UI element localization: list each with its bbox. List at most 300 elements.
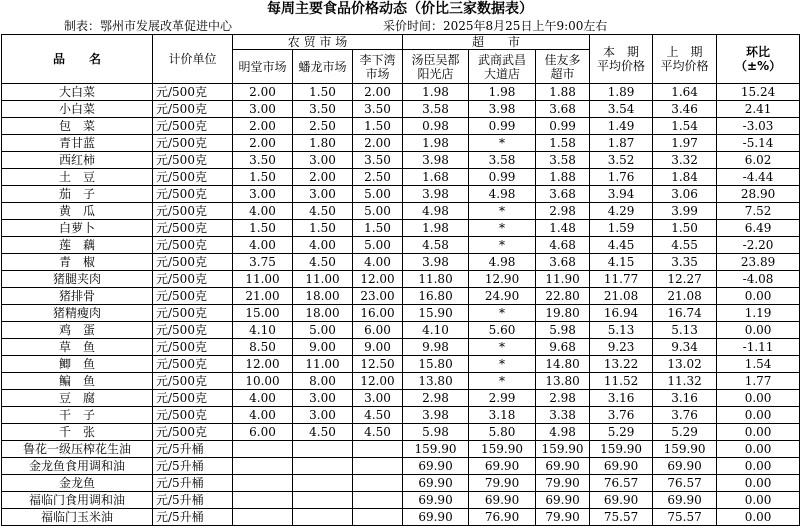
price-cell: 3.98 bbox=[403, 152, 469, 169]
price-cell: 79.90 bbox=[469, 475, 536, 492]
table-row bbox=[2, 101, 800, 118]
price-cell: 3.00 bbox=[353, 390, 403, 407]
col-header-store-5: 佳友多 超市 bbox=[536, 50, 590, 84]
price-cell: 3.00 bbox=[293, 152, 353, 169]
unit-cell: 元/500克 bbox=[153, 186, 233, 203]
price-cell: * bbox=[469, 237, 536, 254]
price-cell: 18.00 bbox=[293, 288, 353, 305]
price-cell: * bbox=[469, 135, 536, 152]
price-cell bbox=[233, 441, 293, 458]
unit-cell: 元/5升桶 bbox=[153, 458, 233, 475]
price-cell: 5.00 bbox=[353, 186, 403, 203]
price-cell: 3.00 bbox=[293, 407, 353, 424]
price-cell: 75.57 bbox=[653, 509, 717, 526]
price-cell: 4.10 bbox=[403, 322, 469, 339]
table-row bbox=[2, 322, 800, 339]
price-cell: 3.50 bbox=[353, 152, 403, 169]
price-cell: 69.90 bbox=[469, 458, 536, 475]
price-cell: 69.90 bbox=[403, 475, 469, 492]
product-name: 大白菜 bbox=[2, 84, 153, 101]
price-cell: 69.90 bbox=[536, 492, 590, 509]
price-cell: 1.89 bbox=[590, 84, 653, 101]
unit-cell: 元/500克 bbox=[153, 135, 233, 152]
price-cell: 24.90 bbox=[469, 288, 536, 305]
price-cell: 1.50 bbox=[293, 220, 353, 237]
price-cell: 159.90 bbox=[403, 441, 469, 458]
product-name: 草 鱼 bbox=[2, 339, 153, 356]
price-cell bbox=[353, 441, 403, 458]
price-cell: 3.68 bbox=[536, 186, 590, 203]
price-cell: 4.00 bbox=[353, 254, 403, 271]
price-cell: 1.98 bbox=[403, 84, 469, 101]
unit-cell: 元/500克 bbox=[153, 424, 233, 441]
price-cell: 5.29 bbox=[653, 424, 717, 441]
product-name: 福临门食用调和油 bbox=[2, 492, 153, 509]
table-row bbox=[2, 339, 800, 356]
unit-cell: 元/500克 bbox=[153, 339, 233, 356]
price-cell: 69.90 bbox=[536, 458, 590, 475]
price-cell: -1.11 bbox=[717, 339, 800, 356]
product-name: 西红柿 bbox=[2, 152, 153, 169]
price-cell: 3.98 bbox=[403, 407, 469, 424]
report-title: 每周主要食品价格动态（价比三家数据表） bbox=[267, 1, 533, 17]
table-row bbox=[2, 203, 800, 220]
price-cell: 3.16 bbox=[653, 390, 717, 407]
col-header-product: 品 名 bbox=[2, 35, 153, 84]
product-name: 鳊 鱼 bbox=[2, 373, 153, 390]
price-cell: 69.90 bbox=[403, 458, 469, 475]
price-cell: 3.68 bbox=[536, 254, 590, 271]
price-cell: 3.00 bbox=[293, 186, 353, 203]
price-cell: 11.00 bbox=[293, 356, 353, 373]
price-cell: 3.16 bbox=[590, 390, 653, 407]
unit-cell: 元/500克 bbox=[153, 84, 233, 101]
col-header-last-avg: 上 期 平均价格 bbox=[653, 35, 717, 84]
unit-cell: 元/5升桶 bbox=[153, 441, 233, 458]
table-row bbox=[2, 492, 800, 509]
price-cell: 2.98 bbox=[536, 203, 590, 220]
price-cell: * bbox=[469, 339, 536, 356]
price-cell: 5.29 bbox=[590, 424, 653, 441]
price-cell bbox=[293, 509, 353, 526]
price-cell: 1.58 bbox=[536, 135, 590, 152]
price-cell: 79.90 bbox=[536, 475, 590, 492]
price-cell: 28.90 bbox=[717, 186, 800, 203]
price-cell: 69.90 bbox=[469, 492, 536, 509]
unit-cell: 元/5升桶 bbox=[153, 475, 233, 492]
price-cell: 9.00 bbox=[353, 339, 403, 356]
product-name: 土 豆 bbox=[2, 169, 153, 186]
price-cell: 5.80 bbox=[469, 424, 536, 441]
price-cell: 3.99 bbox=[653, 203, 717, 220]
price-cell: 3.52 bbox=[590, 152, 653, 169]
price-cell: 15.24 bbox=[717, 84, 800, 101]
unit-cell: 元/500克 bbox=[153, 152, 233, 169]
unit-cell: 元/500克 bbox=[153, 271, 233, 288]
price-cell: 13.80 bbox=[403, 373, 469, 390]
price-cell: 9.98 bbox=[403, 339, 469, 356]
price-cell: 69.90 bbox=[653, 458, 717, 475]
collect-time-label: 采价时间：2025年8月25日上午9:00左右 bbox=[383, 19, 608, 33]
price-cell bbox=[353, 492, 403, 509]
price-cell: 1.80 bbox=[293, 135, 353, 152]
table-row bbox=[2, 390, 800, 407]
unit-cell: 元/500克 bbox=[153, 356, 233, 373]
table-row bbox=[2, 424, 800, 441]
table-row bbox=[2, 407, 800, 424]
price-cell: 13.02 bbox=[653, 356, 717, 373]
product-name: 猪精瘦肉 bbox=[2, 305, 153, 322]
price-cell: 0.99 bbox=[536, 118, 590, 135]
price-cell: 3.32 bbox=[653, 152, 717, 169]
price-cell: 13.22 bbox=[590, 356, 653, 373]
price-cell: 3.98 bbox=[469, 101, 536, 118]
price-cell: 4.00 bbox=[233, 237, 293, 254]
product-name: 青甘蓝 bbox=[2, 135, 153, 152]
price-cell: 1.98 bbox=[469, 84, 536, 101]
price-cell: 4.55 bbox=[653, 237, 717, 254]
price-cell: 1.48 bbox=[536, 220, 590, 237]
table-row bbox=[2, 254, 800, 271]
table-row bbox=[2, 475, 800, 492]
price-cell: 1.76 bbox=[590, 169, 653, 186]
table-row bbox=[2, 356, 800, 373]
price-cell: 79.90 bbox=[536, 509, 590, 526]
price-cell: * bbox=[469, 356, 536, 373]
price-cell: 1.50 bbox=[293, 84, 353, 101]
price-cell: 1.68 bbox=[403, 169, 469, 186]
price-cell: 3.58 bbox=[403, 101, 469, 118]
price-cell: 4.45 bbox=[590, 237, 653, 254]
price-cell: 0.00 bbox=[717, 407, 800, 424]
price-cell: 11.00 bbox=[293, 271, 353, 288]
price-cell bbox=[293, 492, 353, 509]
price-cell: 2.98 bbox=[403, 390, 469, 407]
price-cell: 5.13 bbox=[590, 322, 653, 339]
table-row bbox=[2, 458, 800, 475]
price-cell: 8.50 bbox=[233, 339, 293, 356]
product-name: 千 张 bbox=[2, 424, 153, 441]
price-cell: 3.00 bbox=[233, 101, 293, 118]
price-cell: 16.00 bbox=[353, 305, 403, 322]
price-cell: 2.00 bbox=[233, 118, 293, 135]
price-cell: 22.80 bbox=[536, 288, 590, 305]
price-cell: 69.90 bbox=[403, 509, 469, 526]
price-cell: 1.98 bbox=[403, 135, 469, 152]
price-cell: 5.00 bbox=[293, 322, 353, 339]
product-name: 白萝卜 bbox=[2, 220, 153, 237]
price-cell: 4.58 bbox=[403, 237, 469, 254]
price-cell: 76.57 bbox=[590, 475, 653, 492]
product-name: 豆 腐 bbox=[2, 390, 153, 407]
price-cell: 3.06 bbox=[653, 186, 717, 203]
price-cell: 1.59 bbox=[590, 220, 653, 237]
price-cell: 3.75 bbox=[233, 254, 293, 271]
col-header-store-1: 蟠龙市场 bbox=[293, 50, 353, 84]
price-cell: 11.32 bbox=[653, 373, 717, 390]
product-name: 金龙鱼食用调和油 bbox=[2, 458, 153, 475]
price-cell: 21.08 bbox=[653, 288, 717, 305]
product-name: 鲫 鱼 bbox=[2, 356, 153, 373]
price-cell bbox=[233, 509, 293, 526]
report-meta bbox=[0, 18, 800, 34]
price-cell: 0.98 bbox=[403, 118, 469, 135]
price-cell: 69.90 bbox=[403, 492, 469, 509]
price-cell: 5.98 bbox=[536, 322, 590, 339]
table-row bbox=[2, 305, 800, 322]
price-cell: 11.00 bbox=[233, 271, 293, 288]
table-row bbox=[2, 186, 800, 203]
price-cell: 3.35 bbox=[653, 254, 717, 271]
price-cell: 3.98 bbox=[403, 186, 469, 203]
unit-cell: 元/500克 bbox=[153, 322, 233, 339]
price-cell: 2.99 bbox=[469, 390, 536, 407]
price-cell: 0.99 bbox=[469, 118, 536, 135]
product-name: 福临门玉米油 bbox=[2, 509, 153, 526]
price-cell: 0.00 bbox=[717, 458, 800, 475]
col-header-store-3: 汤臣吴都 阳光店 bbox=[403, 50, 469, 84]
unit-cell: 元/5升桶 bbox=[153, 492, 233, 509]
price-cell: 3.50 bbox=[233, 152, 293, 169]
unit-cell: 元/500克 bbox=[153, 288, 233, 305]
price-cell: 3.38 bbox=[536, 407, 590, 424]
price-cell: 18.00 bbox=[293, 305, 353, 322]
price-cell: 3.58 bbox=[469, 152, 536, 169]
price-cell: 16.80 bbox=[403, 288, 469, 305]
price-cell: 9.23 bbox=[590, 339, 653, 356]
price-cell: 15.00 bbox=[233, 305, 293, 322]
price-cell: 4.50 bbox=[353, 407, 403, 424]
price-cell: 1.49 bbox=[590, 118, 653, 135]
product-name: 干 子 bbox=[2, 407, 153, 424]
price-cell: 11.90 bbox=[536, 271, 590, 288]
price-cell: 12.50 bbox=[353, 356, 403, 373]
price-cell: 3.68 bbox=[536, 101, 590, 118]
price-cell: 2.00 bbox=[353, 84, 403, 101]
compiler-label: 制表：鄂州市发展改革促进中心 bbox=[64, 19, 233, 33]
product-name: 黄 瓜 bbox=[2, 203, 153, 220]
table-row bbox=[2, 152, 800, 169]
price-cell: 3.76 bbox=[590, 407, 653, 424]
col-header-unit: 计价单位 bbox=[153, 35, 233, 84]
price-cell: 16.74 bbox=[653, 305, 717, 322]
price-cell: 4.10 bbox=[233, 322, 293, 339]
price-cell: 0.00 bbox=[717, 424, 800, 441]
product-name: 莲 藕 bbox=[2, 237, 153, 254]
col-group-market: 农 贸 市 场 bbox=[233, 35, 403, 50]
table-row bbox=[2, 135, 800, 152]
product-name: 金龙鱼 bbox=[2, 475, 153, 492]
unit-cell: 元/500克 bbox=[153, 373, 233, 390]
price-cell: 0.99 bbox=[469, 169, 536, 186]
price-cell: 1.64 bbox=[653, 84, 717, 101]
price-cell: -2.20 bbox=[717, 237, 800, 254]
price-cell: 3.94 bbox=[590, 186, 653, 203]
price-cell: 1.84 bbox=[653, 169, 717, 186]
unit-cell: 元/500克 bbox=[153, 169, 233, 186]
price-cell: 6.00 bbox=[233, 424, 293, 441]
price-cell: 0.00 bbox=[717, 492, 800, 509]
table-row bbox=[2, 271, 800, 288]
table-row bbox=[2, 220, 800, 237]
price-cell: 2.00 bbox=[233, 135, 293, 152]
table-row bbox=[2, 373, 800, 390]
price-cell: 3.46 bbox=[653, 101, 717, 118]
product-name: 包 菜 bbox=[2, 118, 153, 135]
price-cell: 69.90 bbox=[590, 492, 653, 509]
price-cell: 3.50 bbox=[353, 101, 403, 118]
price-cell: 6.00 bbox=[353, 322, 403, 339]
price-cell: * bbox=[469, 220, 536, 237]
price-cell: 4.68 bbox=[536, 237, 590, 254]
price-cell: 1.50 bbox=[233, 169, 293, 186]
price-cell bbox=[353, 509, 403, 526]
price-cell: 4.50 bbox=[293, 203, 353, 220]
col-group-supermarket: 超 市 bbox=[403, 35, 590, 50]
price-cell: 4.00 bbox=[233, 203, 293, 220]
price-cell: 0.00 bbox=[717, 441, 800, 458]
price-cell bbox=[233, 475, 293, 492]
product-name: 青 椒 bbox=[2, 254, 153, 271]
price-cell bbox=[293, 475, 353, 492]
table-row bbox=[2, 509, 800, 526]
unit-cell: 元/500克 bbox=[153, 390, 233, 407]
price-cell: 4.98 bbox=[403, 203, 469, 220]
price-cell: 12.00 bbox=[353, 271, 403, 288]
price-cell: 4.15 bbox=[590, 254, 653, 271]
price-cell: 21.08 bbox=[590, 288, 653, 305]
col-header-this-avg: 本 期 平均价格 bbox=[590, 35, 653, 84]
price-cell: 19.80 bbox=[536, 305, 590, 322]
price-cell: 1.54 bbox=[653, 118, 717, 135]
price-cell: 4.29 bbox=[590, 203, 653, 220]
price-cell bbox=[353, 475, 403, 492]
table-row bbox=[2, 441, 800, 458]
price-cell: 9.34 bbox=[653, 339, 717, 356]
unit-cell: 元/500克 bbox=[153, 254, 233, 271]
price-cell: -5.14 bbox=[717, 135, 800, 152]
price-cell: 5.60 bbox=[469, 322, 536, 339]
price-cell: 5.00 bbox=[353, 203, 403, 220]
price-cell: 2.41 bbox=[717, 101, 800, 118]
price-cell: 11.80 bbox=[403, 271, 469, 288]
price-cell: 3.00 bbox=[293, 390, 353, 407]
product-name: 鸡 蛋 bbox=[2, 322, 153, 339]
price-cell: 2.00 bbox=[233, 84, 293, 101]
price-table bbox=[1, 34, 800, 526]
price-cell: 159.90 bbox=[590, 441, 653, 458]
price-cell: 76.90 bbox=[469, 509, 536, 526]
unit-cell: 元/500克 bbox=[153, 220, 233, 237]
price-cell: 2.00 bbox=[353, 135, 403, 152]
price-cell: 159.90 bbox=[536, 441, 590, 458]
col-header-store-4: 武商武昌 大道店 bbox=[469, 50, 536, 84]
price-cell: 4.00 bbox=[293, 237, 353, 254]
price-cell: 1.98 bbox=[403, 220, 469, 237]
table-row bbox=[2, 84, 800, 101]
price-cell: 12.90 bbox=[469, 271, 536, 288]
price-cell: 5.13 bbox=[653, 322, 717, 339]
price-cell: 3.98 bbox=[403, 254, 469, 271]
col-header-store-0: 明堂市场 bbox=[233, 50, 293, 84]
price-cell: 2.00 bbox=[293, 169, 353, 186]
price-cell: 159.90 bbox=[653, 441, 717, 458]
price-cell: 1.19 bbox=[717, 305, 800, 322]
price-cell: 1.88 bbox=[536, 84, 590, 101]
price-cell: 4.50 bbox=[353, 424, 403, 441]
price-cell: 3.76 bbox=[653, 407, 717, 424]
product-name: 鲁花一级压榨花生油 bbox=[2, 441, 153, 458]
price-cell: 8.00 bbox=[293, 373, 353, 390]
price-cell: 11.52 bbox=[590, 373, 653, 390]
price-cell: 2.50 bbox=[293, 118, 353, 135]
price-cell: 4.98 bbox=[469, 254, 536, 271]
unit-cell: 元/5升桶 bbox=[153, 509, 233, 526]
price-cell: 4.98 bbox=[469, 186, 536, 203]
table-row bbox=[2, 169, 800, 186]
table-row bbox=[2, 288, 800, 305]
price-cell: 1.88 bbox=[536, 169, 590, 186]
price-cell bbox=[233, 458, 293, 475]
price-cell: 0.00 bbox=[717, 322, 800, 339]
price-cell: * bbox=[469, 373, 536, 390]
price-cell: -4.08 bbox=[717, 271, 800, 288]
col-header-store-2: 李下湾 市场 bbox=[353, 50, 403, 84]
price-cell: 21.00 bbox=[233, 288, 293, 305]
table-row bbox=[2, 237, 800, 254]
unit-cell: 元/500克 bbox=[153, 407, 233, 424]
unit-cell: 元/500克 bbox=[153, 101, 233, 118]
price-cell: 4.00 bbox=[233, 407, 293, 424]
price-cell: 9.68 bbox=[536, 339, 590, 356]
price-cell: 9.00 bbox=[293, 339, 353, 356]
price-cell bbox=[293, 441, 353, 458]
price-cell: 1.97 bbox=[653, 135, 717, 152]
unit-cell: 元/500克 bbox=[153, 118, 233, 135]
product-name: 小白菜 bbox=[2, 101, 153, 118]
unit-cell: 元/500克 bbox=[153, 203, 233, 220]
price-cell: 14.80 bbox=[536, 356, 590, 373]
price-cell: 5.00 bbox=[353, 237, 403, 254]
price-cell: 4.98 bbox=[536, 424, 590, 441]
price-cell: 3.00 bbox=[233, 186, 293, 203]
price-cell: 1.54 bbox=[717, 356, 800, 373]
price-cell: 0.00 bbox=[717, 475, 800, 492]
price-cell: 3.50 bbox=[293, 101, 353, 118]
price-cell: 3.54 bbox=[590, 101, 653, 118]
price-cell: 1.77 bbox=[717, 373, 800, 390]
price-cell: 1.50 bbox=[653, 220, 717, 237]
price-cell: * bbox=[469, 305, 536, 322]
price-cell: 6.02 bbox=[717, 152, 800, 169]
price-cell: -4.44 bbox=[717, 169, 800, 186]
price-cell: 11.77 bbox=[590, 271, 653, 288]
price-cell: 16.94 bbox=[590, 305, 653, 322]
price-cell bbox=[233, 492, 293, 509]
price-cell: 23.89 bbox=[717, 254, 800, 271]
price-cell: 12.00 bbox=[353, 373, 403, 390]
price-cell: 1.87 bbox=[590, 135, 653, 152]
price-cell: 5.98 bbox=[403, 424, 469, 441]
table-row bbox=[2, 118, 800, 135]
price-cell: 2.98 bbox=[536, 390, 590, 407]
price-cell: 3.58 bbox=[536, 152, 590, 169]
price-cell: 159.90 bbox=[469, 441, 536, 458]
price-cell bbox=[293, 458, 353, 475]
col-header-ratio: 环比 （±%） bbox=[717, 35, 800, 84]
price-cell: 12.00 bbox=[233, 356, 293, 373]
price-cell: 1.50 bbox=[353, 118, 403, 135]
